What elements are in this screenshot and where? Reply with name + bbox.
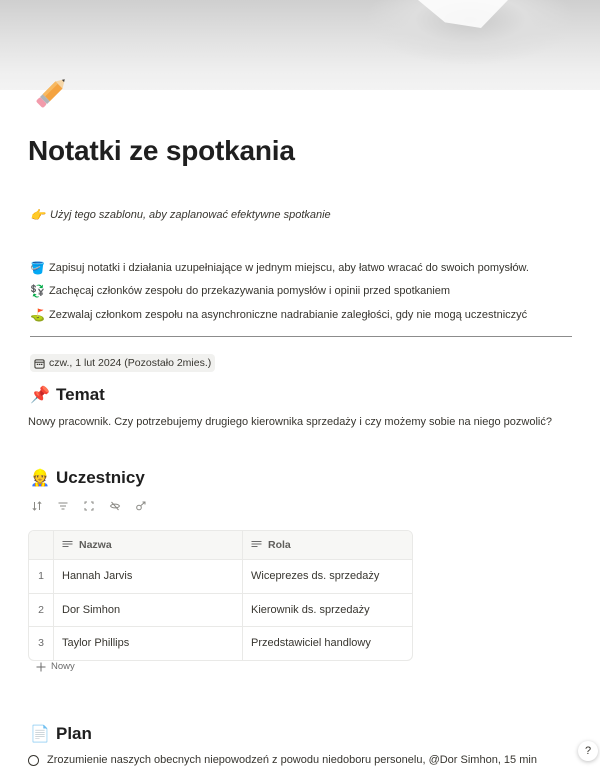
feature-item[interactable] xyxy=(30,280,529,304)
table-header-row xyxy=(29,531,412,559)
topic-heading-text: Temat xyxy=(56,385,105,404)
topic-text[interactable]: Nowy pracownik. Czy potrzebujemy drugiego kierownika sprzedaży i czy możemy sobie na niego pozwolić? xyxy=(28,416,552,428)
role-cell[interactable]: Wiceprezes ds. sprzedaży xyxy=(251,570,380,583)
sort-icon[interactable] xyxy=(30,499,44,513)
date-text: czw., 1 lut 2024 (Pozostało 2mies.) xyxy=(49,357,212,369)
attendees-heading[interactable] xyxy=(30,468,145,488)
feature-item[interactable] xyxy=(30,303,529,327)
column-header-role[interactable] xyxy=(243,531,412,559)
add-row-button[interactable] xyxy=(36,661,75,672)
exchange-icon: 💱 xyxy=(30,284,45,299)
row-number: 3 xyxy=(29,627,54,660)
intro-text[interactable]: Użyj tego szablonu, aby zaplanować efektywne spotkanie xyxy=(50,209,331,221)
link-icon[interactable] xyxy=(134,499,148,513)
pointing-hand-icon: 👉 xyxy=(30,208,45,222)
name-cell[interactable]: Hannah Jarvis xyxy=(54,560,243,593)
table-row[interactable] xyxy=(29,626,412,660)
pencil-icon[interactable] xyxy=(30,70,74,114)
divider xyxy=(30,336,572,337)
hide-icon[interactable] xyxy=(108,499,122,513)
worker-icon: 👷 xyxy=(30,470,50,487)
golf-flag-icon: ⛳ xyxy=(30,307,45,322)
help-button[interactable]: ? xyxy=(578,741,598,761)
text-property-icon xyxy=(251,540,262,550)
calendar-icon xyxy=(34,358,45,369)
role-cell[interactable]: Przedstawiciel handlowy xyxy=(251,637,371,650)
plan-item-text: Zrozumienie naszych obecnych niepowodzeń z powodu niedoboru personelu, @Dor Simhon, 15 min xyxy=(47,754,537,766)
feature-item[interactable] xyxy=(30,256,529,280)
page-facing-up-icon: 📄 xyxy=(30,726,50,743)
column-header-role-label: Rola xyxy=(268,539,291,551)
database-toolbar xyxy=(30,499,148,513)
add-row-label: Nowy xyxy=(51,661,75,672)
row-number: 1 xyxy=(29,560,54,593)
feature-text: Zachęcaj członków zespołu do przekazywania pomysłów i opinii przed spotkaniem xyxy=(49,285,451,298)
radio-circle-icon[interactable] xyxy=(28,755,39,766)
filter-icon[interactable] xyxy=(56,499,70,513)
column-header-name[interactable] xyxy=(54,531,243,559)
attendees-heading-text: Uczestnicy xyxy=(56,468,145,487)
text-property-icon xyxy=(62,540,73,550)
column-header-name-label: Nazwa xyxy=(79,539,112,551)
cover-decoration xyxy=(418,0,508,28)
feature-list xyxy=(30,256,529,327)
attendees-table xyxy=(28,530,413,661)
role-cell[interactable]: Kierownik ds. sprzedaży xyxy=(251,603,370,616)
name-cell[interactable]: Taylor Phillips xyxy=(54,627,243,660)
page-cover[interactable] xyxy=(0,0,600,90)
plan-list-item[interactable] xyxy=(28,754,537,766)
topic-heading[interactable] xyxy=(30,385,105,405)
plan-heading-text: Plan xyxy=(56,724,92,743)
feature-text: Zapisuj notatki i działania uzupełniające w jednym miejscu, aby łatwo wracać do swoich pomysłów. xyxy=(49,261,529,274)
row-number: 2 xyxy=(29,594,54,627)
page-title[interactable]: Notatki ze spotkania xyxy=(28,135,295,166)
name-cell[interactable]: Dor Simhon xyxy=(54,594,243,627)
bucket-icon: 🪣 xyxy=(30,260,45,275)
plan-heading[interactable] xyxy=(30,724,92,744)
table-row[interactable] xyxy=(29,559,412,593)
expand-icon[interactable] xyxy=(82,499,96,513)
row-number-header xyxy=(29,531,54,559)
pushpin-icon: 📌 xyxy=(30,387,50,404)
date-mention[interactable] xyxy=(30,354,215,372)
intro-callout xyxy=(30,208,331,222)
plus-icon xyxy=(36,662,46,672)
feature-text: Zezwalaj członkom zespołu na asynchroniczne nadrabianie zaległości, gdy nie mogą uczestniczyć xyxy=(49,308,528,321)
table-row[interactable] xyxy=(29,593,412,627)
